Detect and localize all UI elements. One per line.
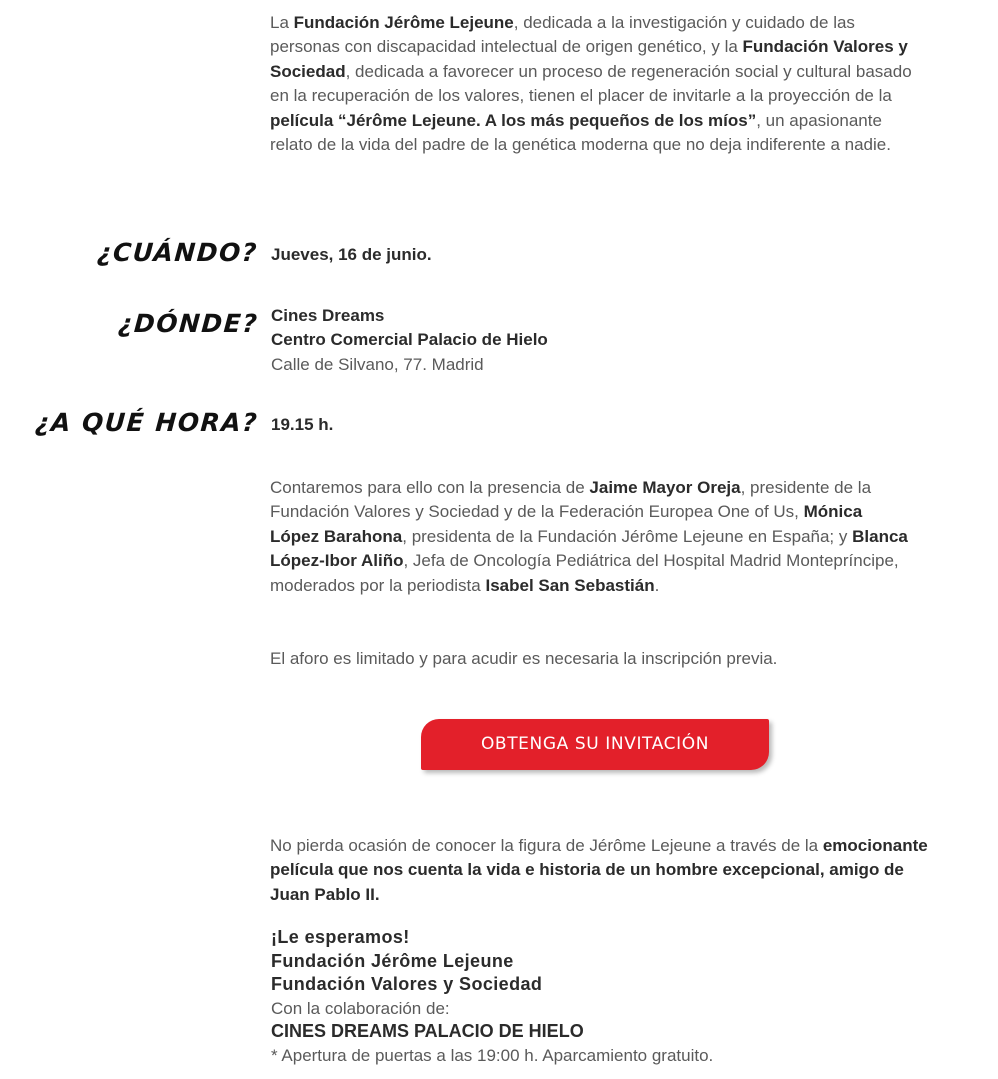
when-value: Jueves, 16 de junio. [271, 245, 432, 264]
guests-text: . [654, 575, 660, 595]
guest-name: Jaime Mayor Oreja [589, 478, 741, 497]
signature-valores: Fundación Valores y Sociedad [271, 974, 543, 994]
intro-text: , dedicada a la investigación y cuidado de las personas con discapacidad intelectual de origen genético, y la [270, 13, 855, 57]
mall-name: Centro Comercial Palacio de Hielo [271, 330, 548, 350]
intro-text: , un apasionante relato de la vida del padre de la genética moderna que no deja indiferente a nadie. [270, 110, 891, 155]
film-title: película “Jérôme Lejeune. A los más pequeños de los míos” [270, 110, 757, 130]
guest-name: Blanca López-Ibor Aliño [270, 526, 908, 571]
footnote: * Apertura de puertas a las 19:00 h. Aparcamiento gratuito. [271, 1045, 714, 1065]
intro-paragraph [270, 11, 920, 157]
guests-text: , presidente de la Fundación Valores y Sociedad y de la Federación Europea One of Us, [270, 478, 872, 522]
collaboration-label: Con la colaboración de: [271, 998, 450, 1018]
guests-paragraph [270, 476, 910, 598]
where-label: ¿DÓNDE? [116, 309, 260, 338]
guest-name: Mónica López Barahona [270, 502, 863, 546]
intro-text: La [270, 13, 294, 32]
venue-name: Cines Dreams [271, 306, 385, 325]
closing-block [271, 926, 713, 1067]
where-value [271, 304, 548, 377]
outro-paragraph [270, 834, 930, 907]
org-name-lejeune: Fundación Jérôme Lejeune [293, 13, 514, 32]
collaborator-name: CINES DREAMS PALACIO DE HIELO [271, 1021, 584, 1041]
when-label: ¿CUÁNDO? [96, 238, 260, 267]
guests-text: , Jefa de Oncología Pediátrica del Hospital Madrid Montepríncipe, moderados por la periodista [270, 551, 899, 595]
time-label: ¿A QUÉ HORA? [33, 408, 260, 437]
venue-address: Calle de Silvano, 77. Madrid [271, 354, 484, 374]
org-name-valores: Fundación Valores y Sociedad [270, 37, 908, 81]
greeting: ¡Le esperamos! [271, 927, 410, 947]
time-value: 19.15 h. [271, 415, 334, 434]
outro-highlight: emocionante película que nos cuenta la vida e historia de un hombre excepcional, amigo de Juan Pablo II. [270, 836, 928, 904]
cta-wrapper [421, 719, 771, 774]
guests-text: , presidenta de la Fundación Jérôme Lejeune en España; y [402, 526, 853, 546]
moderator-name: Isabel San Sebastián [485, 575, 655, 595]
guests-text: Contaremos para ello con la presencia de [270, 478, 590, 497]
intro-text: , dedicada a favorecer un proceso de regeneración social y cultural basado en la recuperación de los valores, tienen el placer de invitarle a la proyección de la [270, 61, 912, 106]
signature-lejeune: Fundación Jérôme Lejeune [271, 950, 514, 971]
get-invitation-button[interactable]: OBTENGA SU INVITACIÓN [421, 719, 769, 770]
capacity-note: El aforo es limitado y para acudir es necesaria la inscripción previa. [270, 649, 778, 668]
outro-text: No pierda ocasión de conocer la figura de Jérôme Lejeune a través de la [270, 836, 823, 855]
